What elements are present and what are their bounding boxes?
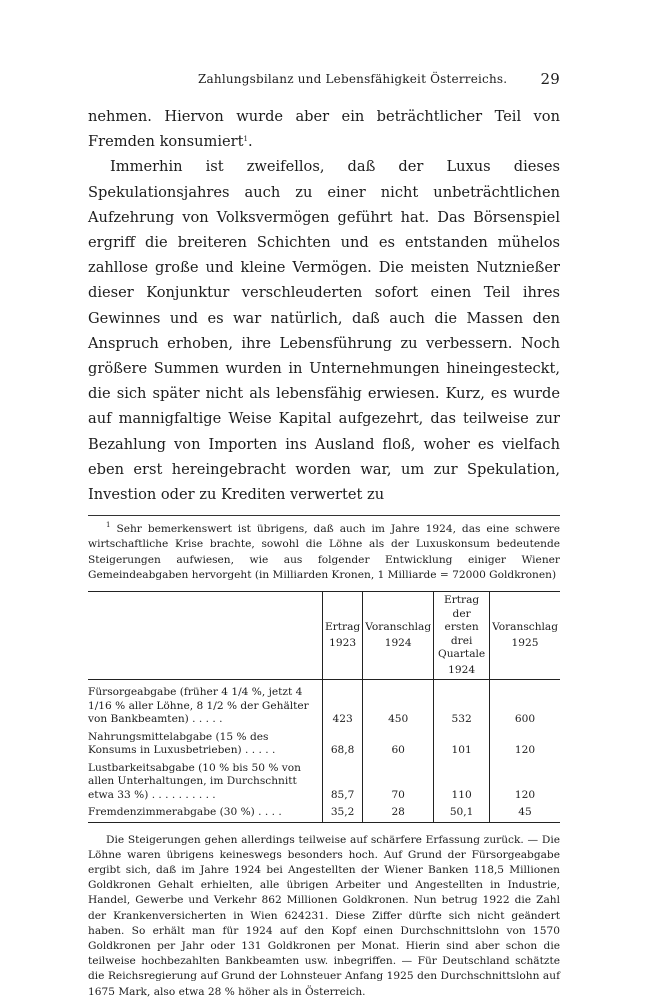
table-col-header: Ertrag der ersten drei Quartale 1924 <box>434 592 490 680</box>
footnote-rule <box>88 515 560 516</box>
cell-value: 35,2 <box>323 804 363 822</box>
paragraph-1-end: . <box>247 133 253 151</box>
table-col-header: Voranschlag 1924 <box>363 592 434 680</box>
page-number: 29 <box>540 70 560 88</box>
cell-value: 423 <box>323 680 363 729</box>
cell-value: 101 <box>434 729 490 760</box>
row-label: Fremdenzimmerabgabe (30 %) . . . . <box>88 806 282 819</box>
page <box>88 70 560 1000</box>
cell-value: 68,8 <box>323 729 363 760</box>
footnote-intro-text: Sehr bemerkenswert ist übrigens, daß auch im Jahre 1924, das eine schwere wirtschaftliche Krise brachte, sowohl die Löhne als der Luxuskonsum bedeutende Steigerungen aufwiesen, wie aus folgender Entwicklung einiger Wiener Gemeindeabgaben hervorgeht (in Milliarden Kronen, 1 Milliarde = 72000 Goldkronen) <box>88 523 560 581</box>
table-row <box>88 729 560 760</box>
row-label: Fürsorgeabgabe (früher 4 1/4 %, jetzt 4 1/16 % aller Löhne, 8 1/2 % der Gehälter von Bankbeamten) . . . . . <box>88 686 309 726</box>
paragraph-1-text: nehmen. Hiervon wurde aber ein beträchtlicher Teil von Fremden konsumiert <box>88 108 560 151</box>
cell-value: 28 <box>363 804 434 822</box>
table-header-row <box>88 592 560 680</box>
row-label: Lustbarkeitsabgabe (10 % bis 50 % von allen Unterhaltungen, im Durchschnitt etwa 33 %) . . . . . . . . . . <box>88 761 301 801</box>
row-label: Nahrungsmittelabgabe (15 % des Konsums in Luxusbetrieben) . . . . . <box>88 730 276 757</box>
main-text <box>88 104 560 507</box>
cell-value: 60 <box>363 729 434 760</box>
footnote-mark: 1 <box>106 521 111 530</box>
table-row <box>88 804 560 822</box>
cell-value: 50,1 <box>434 804 490 822</box>
cell-value: 45 <box>490 804 560 822</box>
tax-revenue-table <box>88 591 560 823</box>
cell-value: 532 <box>434 680 490 729</box>
footnote-ref: 1 <box>243 135 248 144</box>
running-title: Zahlungsbilanz und Lebensfähigkeit Österreichs. <box>198 72 508 86</box>
cell-value: 450 <box>363 680 434 729</box>
table-header-blank <box>88 592 323 680</box>
paragraph-2: Immerhin ist zweifellos, daß der Luxus dieses Spekulationsjahres auch zu einer nicht unbeträchtlichen Aufzehrung von Volksvermögen geführt hat. Das Börsenspiel ergriff die breiteren Schichten und es entstanden mühelos zahllose große und kleine Vermögen. Die meisten Nutznießer dieser Konjunktur verschleuderten sofort einen Teil ihres Gewinnes und es war natürlich, daß auch die Massen den Anspruch erhoben, ihre Lebensführung zu verbessern. Noch größere Summen wurden in Unternehmungen hineingesteckt, die sich später nicht als lebensfähig erwiesen. Kurz, es wurde auf mannigfaltige Weise Kapital aufgezehrt, das teilweise zur Bezahlung von Importen ins Ausland floß, woher es vielfach eben erst hereingebracht worden war, um zur Spekulation, Investion oder zu Krediten verwertet zu <box>88 158 560 504</box>
footnote-intro <box>88 522 560 583</box>
table-col-header: Voranschlag 1925 <box>490 592 560 680</box>
cell-value: 600 <box>490 680 560 729</box>
table-row <box>88 680 560 729</box>
cell-value: 85,7 <box>323 760 363 805</box>
table-col-header: Ertrag 1923 <box>323 592 363 680</box>
running-header <box>88 70 560 90</box>
cell-value: 110 <box>434 760 490 805</box>
footnote-continuation: Die Steigerungen gehen allerdings teilweise auf schärfere Erfassung zurück. — Die Löhne waren übrigens keineswegs besonders hoch. Auf Grund der Fürsorgeabgabe ergibt sich, daß im Jahre 1924 bei Angestellten der Wiener Banken 118,5 Millionen Goldkronen Gehalt erhielten, alle übrigen Arbeiter und Angestellten in Industrie, Handel, Gewerbe und Verkehr 862 Millionen Goldkronen. Nun betrug 1922 die Zahl der Krankenversicherten in Wien 624231. Diese Ziffer dürfte sich nicht geändert haben. So erhält man für 1924 auf den Kopf einen Durchschnittslohn von 1570 Goldkronen per Jahr oder 131 Goldkronen per Monat. Hierin sind aber schon die teilweise hochbezahlten Bankbeamten usw. inbegriffen. — Für Deutschland schätzte die Reichsregierung auf Grund der Lohnsteuer Anfang 1925 den Durchschnittslohn auf 1675 Mark, also etwa 28 % höher als in Österreich. <box>88 833 560 998</box>
paragraph-1 <box>88 104 560 154</box>
cell-value: 120 <box>490 760 560 805</box>
table-row <box>88 760 560 805</box>
footnote <box>88 522 560 1000</box>
cell-value: 70 <box>363 760 434 805</box>
cell-value: 120 <box>490 729 560 760</box>
